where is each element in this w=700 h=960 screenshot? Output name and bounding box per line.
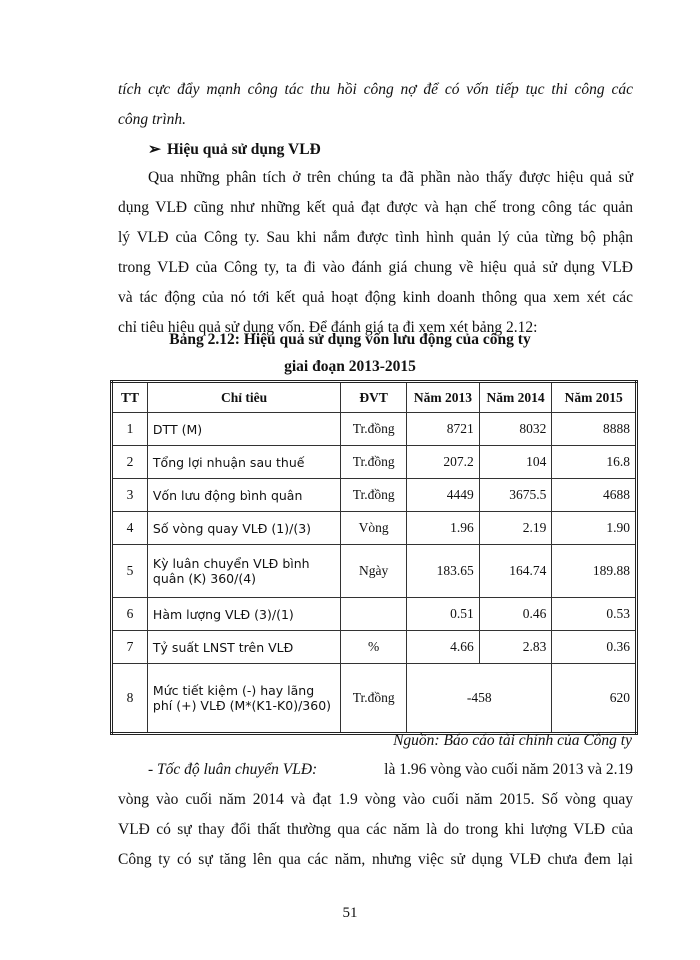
arrow-bullet-icon: ➢ — [148, 141, 161, 158]
cell-value: 3675.5 — [479, 479, 552, 512]
table-row — [112, 512, 637, 545]
header-cell: Chỉ tiêu — [147, 382, 340, 413]
cell-value: 4449 — [407, 479, 480, 512]
cell-tt: 8 — [112, 664, 148, 734]
cell-name: Số vòng quay VLĐ (1)/(3) — [147, 512, 340, 545]
paragraph-text: là 1.96 vòng vào cuối năm 2013 và 2.19 — [384, 761, 633, 778]
efficiency-table — [110, 380, 638, 735]
cell-tt: 5 — [112, 545, 148, 598]
cell-tt: 2 — [112, 446, 148, 479]
cell-value: 2.19 — [479, 512, 552, 545]
cell-value: 183.65 — [407, 545, 480, 598]
cell-value: 8888 — [552, 413, 637, 446]
header-cell: ĐVT — [341, 382, 407, 413]
paragraph-line — [148, 760, 633, 780]
section-heading: ➢ Hiệu quả sử dụng VLĐ — [148, 141, 321, 158]
paragraph-line: chỉ tiêu hiệu quả sử dụng vốn. Để đánh giá ta đi xem xét bảng 2.12: — [118, 319, 538, 336]
table-row — [112, 598, 637, 631]
cell-unit: % — [341, 631, 407, 664]
cell-tt: 7 — [112, 631, 148, 664]
cell-value: 2.83 — [479, 631, 552, 664]
paragraph-line: Công ty có sự tăng lên qua các năm, nhưng việc sử dụng VLĐ chưa đem lại — [118, 851, 633, 868]
paragraph-line: trong VLĐ của Công ty, ta đi vào đánh giá chung về hiệu quả sử dụng VLĐ — [118, 259, 633, 276]
cell-value: 1.96 — [407, 512, 480, 545]
cell-value: 16.8 — [552, 446, 637, 479]
cell-unit: Vòng — [341, 512, 407, 545]
cell-value: -458 — [407, 664, 552, 734]
cell-value: 164.74 — [479, 545, 552, 598]
cell-name: Tổng lợi nhuận sau thuế — [147, 446, 340, 479]
cell-value: 620 — [552, 664, 637, 734]
paragraph-lead: - Tốc độ luân chuyển VLĐ: — [148, 761, 318, 778]
cell-value: 0.36 — [552, 631, 637, 664]
cell-value: 0.51 — [407, 598, 480, 631]
table-source: Nguồn: Báo cáo tài chính của Công ty — [393, 732, 632, 749]
paragraph-line: vòng vào cuối năm 2014 và đạt 1.9 vòng vào cuối năm 2015. Số vòng quay — [118, 791, 633, 808]
cell-value: 4688 — [552, 479, 637, 512]
header-cell: Năm 2014 — [479, 382, 552, 413]
cell-tt: 4 — [112, 512, 148, 545]
paragraph-line: công trình. — [118, 111, 187, 128]
cell-tt: 3 — [112, 479, 148, 512]
paragraph-line: Qua những phân tích ở trên chúng ta đã phần nào thấy được hiệu quả sử — [148, 169, 633, 186]
cell-value: 8721 — [407, 413, 480, 446]
cell-tt: 6 — [112, 598, 148, 631]
cell-unit: Tr.đồng — [341, 479, 407, 512]
header-cell: Năm 2013 — [407, 382, 480, 413]
cell-value: 104 — [479, 446, 552, 479]
table-row — [112, 446, 637, 479]
paragraph-line: VLĐ có sự thay đổi thất thường qua các năm là do trong khi lượng VLĐ của — [118, 821, 633, 838]
cell-value: 207.2 — [407, 446, 480, 479]
paragraph-line: dụng VLĐ cũng như những kết quả đạt được và hạn chế trong công tác quản — [118, 199, 633, 216]
cell-name: Tỷ suất LNST trên VLĐ — [147, 631, 340, 664]
paragraph-line: và tác động của nó tới kết quả hoạt động kinh doanh thông qua xem xét các — [118, 289, 633, 306]
table-row — [112, 479, 637, 512]
cell-name: DTT (M) — [147, 413, 340, 446]
cell-name: Kỳ luân chuyển VLĐ bình quân (K) 360/(4) — [147, 545, 340, 598]
paragraph-line: tích cực đẩy mạnh công tác thu hồi công nợ để có vốn tiếp tục thi công các — [118, 81, 633, 98]
cell-value: 1.90 — [552, 512, 637, 545]
cell-value: 4.66 — [407, 631, 480, 664]
cell-unit: Ngày — [341, 545, 407, 598]
paragraph-line: lý VLĐ của Công ty. Sau khi nắm được tình hình quản lý của từng bộ phận — [118, 229, 633, 246]
cell-value: 8032 — [479, 413, 552, 446]
cell-tt: 1 — [112, 413, 148, 446]
page-number: 51 — [342, 905, 358, 921]
cell-unit: Tr.đồng — [341, 664, 407, 734]
cell-unit: Tr.đồng — [341, 413, 407, 446]
cell-value: 0.53 — [552, 598, 637, 631]
cell-value: 0.46 — [479, 598, 552, 631]
cell-name: Mức tiết kiệm (-) hay lãng phí (+) VLĐ (M*(K1-K0)/360) — [147, 664, 340, 734]
cell-name: Hàm lượng VLĐ (3)/(1) — [147, 598, 340, 631]
table-row — [112, 545, 637, 598]
table-row — [112, 664, 637, 734]
table-title: Bảng 2.12: Hiệu quả sử dụng vốn lưu động của công ty — [169, 331, 531, 348]
table-row — [112, 413, 637, 446]
cell-value: 189.88 — [552, 545, 637, 598]
table-row — [112, 631, 637, 664]
cell-unit: Tr.đồng — [341, 446, 407, 479]
header-cell: TT — [112, 382, 148, 413]
cell-unit — [341, 598, 407, 631]
header-cell: Năm 2015 — [552, 382, 637, 413]
cell-name: Vốn lưu động bình quân — [147, 479, 340, 512]
table-header-row — [112, 382, 637, 413]
table-title: giai đoạn 2013-2015 — [284, 358, 416, 375]
